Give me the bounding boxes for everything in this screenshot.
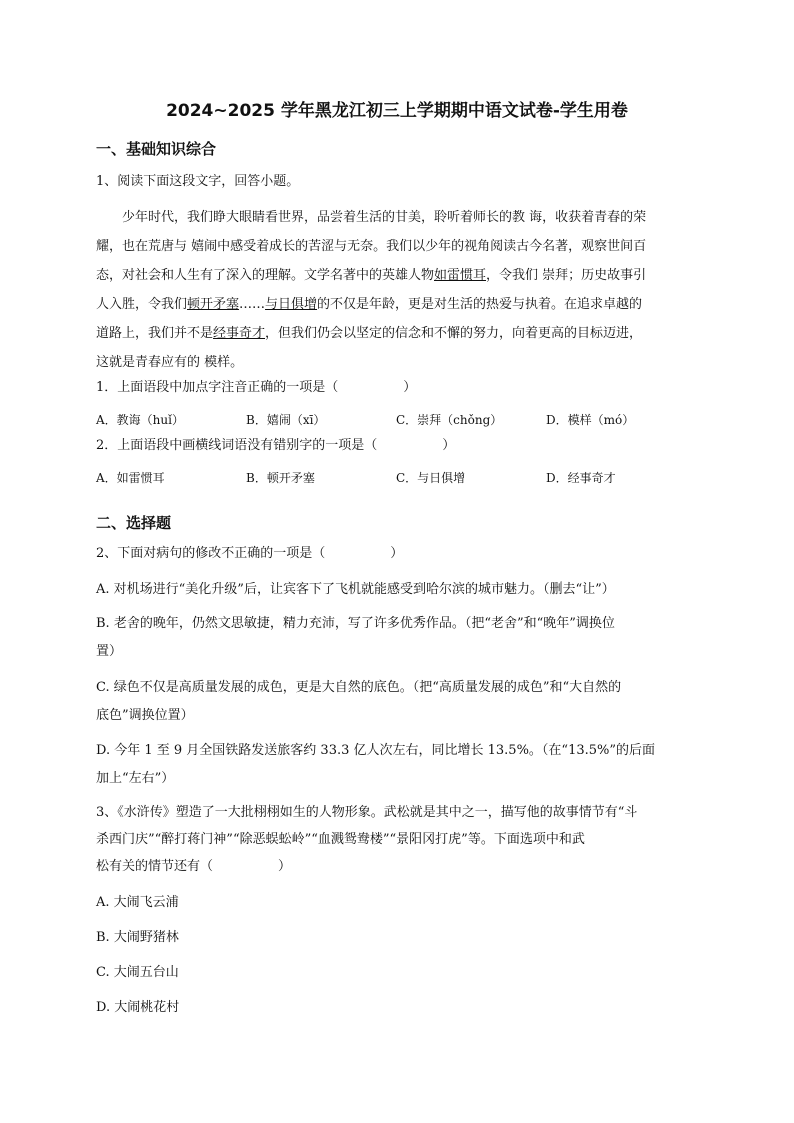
option-d[interactable]: D．模样（mó） — [546, 413, 635, 427]
passage-line: 这就是青春应有的 模样。 — [96, 355, 244, 370]
option-c[interactable]: C．崇拜（chǒng） — [396, 413, 503, 427]
question-1-intro: 1、阅读下面这段文字，回答小题。 — [96, 174, 300, 189]
question-2-stem: 2、下面对病句的修改不正确的一项是（ ） — [96, 546, 404, 561]
underlined-phrase: 经事奇才 — [213, 326, 266, 341]
question-3-stem: 3、《水浒传》塑造了一大批栩栩如生的人物形象。武松就是其中之一，描写他的故事情节有“斗 — [96, 805, 638, 820]
passage-text: 人入胜，令我们 — [96, 297, 188, 312]
option-c[interactable]: C. 大闹五台山 — [96, 965, 179, 980]
question-3-stem-line: 松有关的情节还有（ ） — [96, 859, 292, 874]
passage-text: 态，对社会和人生有了深入的理解。文学名著中的英雄人物 — [96, 268, 435, 283]
reading-passage — [96, 206, 696, 370]
sub-question-1-stem: 1．上面语段中加点字注音正确的一项是（ ） — [96, 380, 417, 395]
passage-line — [96, 264, 646, 283]
option-d[interactable]: D. 大闹桃花村 — [96, 1000, 180, 1015]
underlined-phrase: 如雷惯耳 — [434, 268, 487, 283]
question-3-stem-line: 杀西门庆”“醉打蒋门神”“除恶蜈蚣岭”“血溅鸳鸯楼”“景阳冈打虎”等。下面选项中和武 — [96, 832, 585, 847]
passage-text: …… — [239, 297, 266, 312]
option-b[interactable]: B. 老舍的晚年，仍然文思敏捷，精力充沛，写了许多优秀作品。（把“老舍”和“晚年”调换位 — [96, 616, 615, 631]
passage-text: ，但我们仍会以坚定的信念和不懈的努力，向着更高的目标迈进， — [265, 326, 643, 341]
page-title: 2024~2025 学年黑龙江初三上学期期中语文试卷-学生用卷 — [166, 101, 628, 121]
passage-text: 道路上，我们并不是 — [96, 326, 214, 341]
passage-line — [96, 293, 642, 312]
option-a[interactable]: A. 对机场进行“美化升级”后，让宾客下了飞机就能感受到哈尔滨的城市魅力。（删去“让”） — [96, 582, 615, 597]
option-a[interactable]: A．如雷惯耳 — [96, 471, 165, 485]
sub-question-2-stem: 2．上面语段中画横线词语没有错别字的一项是（ ） — [96, 438, 456, 453]
section-heading-basics: 一、基础知识综合 — [96, 140, 217, 158]
passage-text: ，令我们 崇拜；历史故事引 — [486, 268, 647, 283]
passage-line: 耀，也在荒唐与 嬉闹中感受着成长的苦涩与无奈。我们以少年的视角阅读古今名著，观察世间百 — [96, 239, 647, 254]
option-a[interactable]: A．教诲（huǐ） — [96, 413, 184, 427]
option-d[interactable]: D．经事奇才 — [546, 471, 616, 485]
option-c[interactable]: C．与日俱增 — [396, 471, 466, 485]
passage-line: 少年时代，我们睁大眼睛看世界，品尝着生活的甘美，聆听着师长的教 诲，收获着青春的荣 — [122, 210, 647, 225]
passage-line — [96, 322, 642, 341]
option-a[interactable]: A. 大闹飞云浦 — [96, 895, 179, 910]
option-c[interactable]: C. 绿色不仅是高质量发展的成色，更是大自然的底色。（把“高质量发展的成色”和“大自然的 — [96, 680, 622, 695]
option-b[interactable]: B．嬉闹（xī） — [246, 413, 326, 427]
underlined-phrase: 与日俱增 — [265, 297, 318, 312]
underlined-phrase: 顿开矛塞 — [187, 297, 240, 312]
option-b-continued: 置） — [96, 644, 123, 659]
option-b[interactable]: B．顿开矛塞 — [246, 471, 315, 485]
option-c-continued: 底色”调换位置） — [96, 708, 194, 723]
passage-text: 的不仅是年龄，更是对生活的热爱与执着。在追求卓越的 — [317, 297, 643, 312]
option-d[interactable]: D. 今年 1 至 9 月全国铁路发送旅客约 33.3 亿人次左右，同比增长 13.5%。（在“13.5%”的后面 — [96, 743, 656, 758]
option-b[interactable]: B. 大闹野猪林 — [96, 930, 179, 945]
section-heading-choice: 二、选择题 — [96, 514, 172, 532]
option-d-continued: 加上“左右”） — [96, 771, 175, 786]
